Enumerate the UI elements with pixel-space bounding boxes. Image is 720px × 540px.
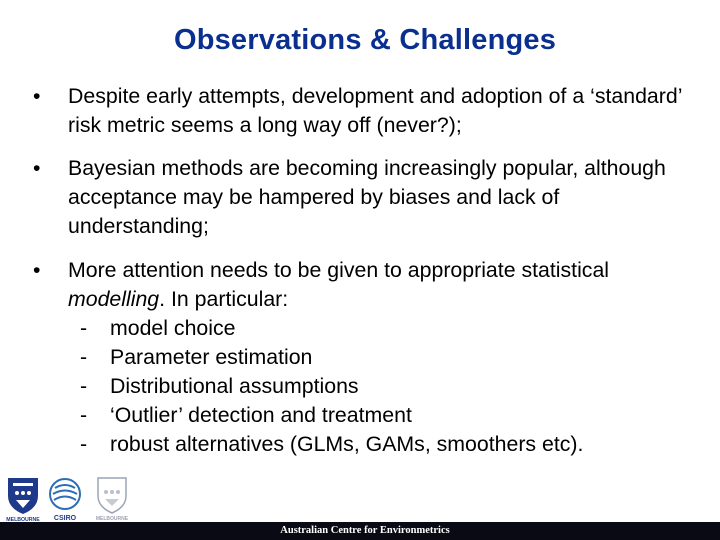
bullet-dot: • bbox=[33, 258, 41, 282]
bullet-text bbox=[68, 256, 698, 459]
university-of-melbourne-logo bbox=[4, 476, 42, 522]
csiro-logo-text: CSIRO bbox=[53, 515, 77, 522]
footer-text: Australian Centre for Environmetrics bbox=[280, 525, 450, 536]
slide-title: Observations & Challenges bbox=[173, 24, 557, 56]
sub-dash: - bbox=[80, 345, 88, 369]
svg-text:MELBOURNE: MELBOURNE bbox=[95, 516, 129, 522]
bullet-dot: • bbox=[33, 84, 41, 108]
sub-dash: - bbox=[80, 316, 88, 340]
sub-item-text: robust alternatives (GLMs, GAMs, smoothers etc). bbox=[110, 432, 584, 456]
bullet-text-italic: modelling bbox=[68, 287, 160, 311]
sub-dash: - bbox=[80, 374, 88, 398]
sub-item bbox=[68, 372, 698, 401]
sub-list bbox=[68, 314, 698, 459]
bullet-text-part: . In particular: bbox=[159, 287, 289, 311]
sub-item-text: ‘Outlier’ detection and treatment bbox=[110, 403, 412, 427]
logo-strip bbox=[0, 476, 160, 522]
sub-item-text: model choice bbox=[110, 316, 236, 340]
sub-item-text: Parameter estimation bbox=[110, 345, 313, 369]
sub-item-text: Distributional assumptions bbox=[110, 374, 359, 398]
melbourne-faded-logo bbox=[94, 476, 130, 522]
bullet-dot: • bbox=[33, 156, 41, 180]
sub-dash: - bbox=[80, 432, 88, 456]
sub-item bbox=[68, 401, 698, 430]
bullet-text-part: More attention needs to be given to appropriate statistical bbox=[68, 258, 610, 282]
svg-text:MELBOURNE: MELBOURNE bbox=[6, 517, 40, 522]
bullet-text: Despite early attempts, development and adoption of a ‘standard’ risk metric seems a long way off (never?); bbox=[68, 84, 682, 137]
bullet-text: Bayesian methods are becoming increasingly popular, although acceptance may be hampered by biases and lack of understanding; bbox=[68, 156, 666, 238]
sub-item bbox=[68, 343, 698, 372]
footer-bar bbox=[0, 522, 720, 540]
csiro-logo bbox=[46, 476, 84, 522]
sub-item bbox=[68, 314, 698, 343]
sub-item bbox=[68, 430, 698, 459]
sub-dash: - bbox=[80, 403, 88, 427]
